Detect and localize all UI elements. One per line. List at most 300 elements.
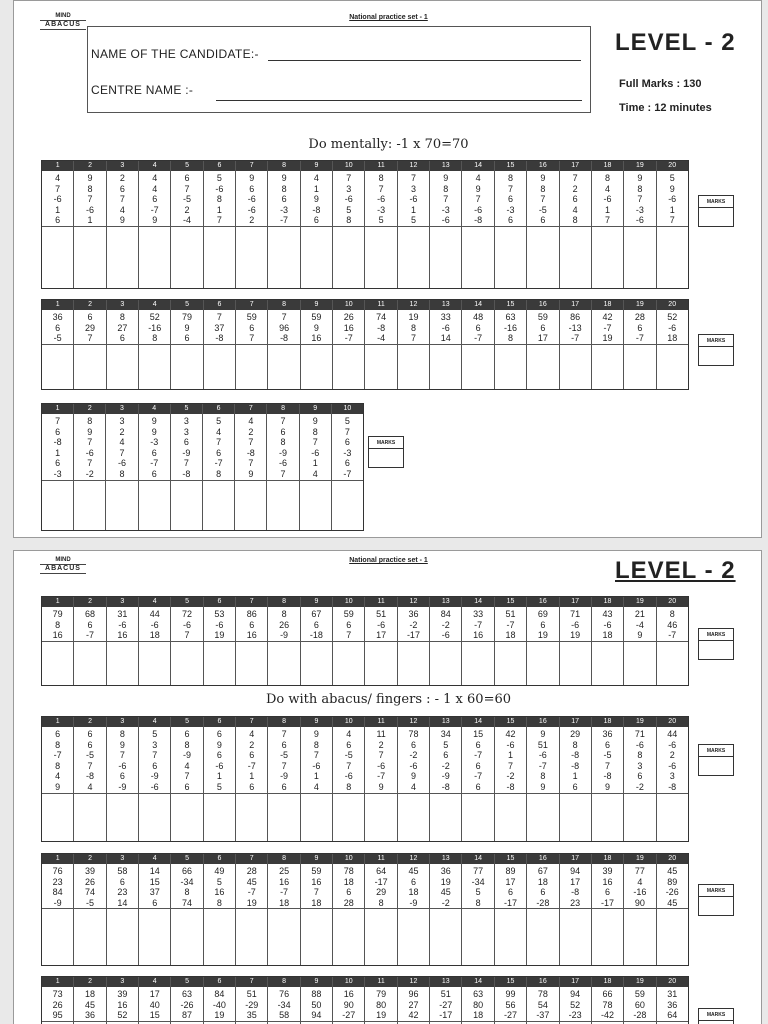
problem-number: 8 — [268, 161, 299, 171]
answer-box[interactable] — [301, 794, 332, 841]
problem-number: 15 — [495, 300, 526, 310]
problem-values — [592, 727, 623, 794]
problem-value: 60 — [634, 999, 645, 1010]
marks-box-5[interactable] — [698, 744, 734, 776]
problem-value: 4 — [55, 173, 61, 183]
problem-column — [42, 854, 74, 965]
problem-values — [495, 607, 526, 642]
problem-value: 6 — [475, 739, 481, 750]
problem-values — [495, 727, 526, 794]
problem-value: 7 — [55, 416, 61, 426]
answer-box[interactable] — [268, 909, 299, 965]
answer-box[interactable] — [74, 227, 105, 288]
problem-value: 6 — [55, 215, 61, 226]
answer-box[interactable] — [267, 481, 298, 530]
problem-values — [592, 607, 623, 642]
problem-values — [139, 414, 170, 481]
answer-box[interactable] — [398, 227, 429, 288]
problem-number: 14 — [462, 300, 493, 310]
problem-value: 58 — [279, 1010, 290, 1021]
problem-column — [657, 717, 688, 841]
answer-box[interactable] — [333, 794, 364, 841]
problem-values — [657, 310, 688, 345]
problem-value: -5 — [344, 750, 353, 761]
problem-number: 10 — [333, 854, 364, 864]
answer-box[interactable] — [592, 227, 623, 288]
answer-box[interactable] — [139, 642, 170, 685]
problem-values — [624, 727, 655, 794]
answer-box[interactable] — [171, 794, 202, 841]
problem-values — [74, 310, 105, 345]
answer-box[interactable] — [624, 642, 655, 685]
problem-value: -8 — [86, 771, 95, 782]
answer-box[interactable] — [139, 794, 170, 841]
problem-column — [560, 977, 592, 1024]
problem-value: 7 — [346, 760, 352, 771]
candidate-name-field[interactable] — [268, 60, 581, 61]
marks-box-2[interactable] — [698, 334, 734, 366]
answer-box[interactable] — [236, 227, 267, 288]
answer-box[interactable] — [171, 345, 202, 389]
answer-box[interactable] — [301, 909, 332, 965]
answer-box[interactable] — [365, 909, 396, 965]
problem-value: -6 — [668, 739, 677, 750]
answer-box[interactable] — [171, 909, 202, 965]
problem-column — [42, 300, 74, 389]
problem-number: 13 — [430, 854, 461, 864]
problem-values — [333, 987, 364, 1022]
answer-box[interactable] — [235, 481, 266, 530]
problem-value: -7 — [86, 630, 95, 641]
problem-values — [139, 987, 170, 1022]
marks-box-7[interactable] — [698, 1008, 734, 1024]
problem-number: 12 — [398, 977, 429, 987]
answer-box[interactable] — [624, 794, 655, 841]
problem-value: 14 — [117, 897, 128, 908]
problem-value: -6 — [377, 619, 386, 630]
answer-box[interactable] — [42, 345, 73, 389]
answer-box[interactable] — [592, 794, 623, 841]
problem-value: 6 — [313, 619, 319, 630]
problem-number: 3 — [107, 717, 138, 727]
problem-values — [624, 310, 655, 345]
answer-box[interactable] — [139, 909, 170, 965]
problem-values — [430, 987, 461, 1022]
answer-box[interactable] — [74, 642, 105, 685]
answer-box[interactable] — [592, 345, 623, 389]
answer-box[interactable] — [462, 794, 493, 841]
answer-box[interactable] — [171, 227, 202, 288]
answer-box[interactable] — [333, 642, 364, 685]
answer-box[interactable] — [204, 345, 235, 389]
answer-box[interactable] — [430, 794, 461, 841]
answer-box[interactable] — [333, 227, 364, 288]
problem-values — [42, 864, 73, 909]
answer-box[interactable] — [657, 345, 688, 389]
problem-values — [462, 310, 493, 345]
problem-column — [107, 977, 139, 1024]
problem-values — [657, 171, 688, 227]
worksheet-page-2 — [13, 550, 762, 1024]
answer-box[interactable] — [560, 642, 591, 685]
answer-box[interactable] — [42, 227, 73, 288]
answer-box[interactable] — [139, 345, 170, 389]
problem-value: 54 — [537, 999, 548, 1010]
problem-block-4 — [41, 596, 689, 686]
problem-value: 1 — [313, 771, 319, 782]
marks-label: MARKS — [699, 629, 733, 641]
problem-column — [560, 854, 592, 965]
problem-value: 7 — [572, 173, 578, 183]
problem-value: 9 — [637, 173, 643, 183]
answer-box[interactable] — [236, 642, 267, 685]
problem-value: -6 — [215, 619, 224, 630]
problem-number: 11 — [365, 597, 396, 607]
problem-value: 8 — [87, 183, 93, 194]
answer-box[interactable] — [106, 481, 137, 530]
answer-box[interactable] — [560, 345, 591, 389]
problem-value: 19 — [408, 312, 419, 322]
problem-value: 4 — [249, 729, 255, 739]
answer-box[interactable] — [592, 642, 623, 685]
problem-value: 5 — [669, 173, 675, 183]
answer-box[interactable] — [204, 227, 235, 288]
problem-column — [139, 161, 171, 288]
problem-value: 26 — [85, 876, 96, 887]
problem-value: -6 — [118, 458, 127, 469]
problem-number: 15 — [495, 161, 526, 171]
problem-column — [236, 161, 268, 288]
problem-value: -7 — [247, 887, 256, 898]
problem-column — [624, 854, 656, 965]
answer-box[interactable] — [430, 642, 461, 685]
problem-value: 26 — [343, 312, 354, 322]
problem-value: 45 — [246, 876, 257, 887]
answer-box[interactable] — [624, 227, 655, 288]
answer-box[interactable] — [398, 642, 429, 685]
answer-box[interactable] — [624, 345, 655, 389]
answer-box[interactable] — [204, 794, 235, 841]
answer-box[interactable] — [430, 227, 461, 288]
answer-box[interactable] — [527, 345, 558, 389]
answer-box[interactable] — [495, 642, 526, 685]
problem-values — [139, 864, 170, 909]
answer-box[interactable] — [495, 794, 526, 841]
problem-column — [74, 404, 106, 530]
answer-box[interactable] — [657, 227, 688, 288]
problem-value: -7 — [247, 760, 256, 771]
problem-value: 16 — [602, 876, 613, 887]
problem-value: 19 — [570, 630, 581, 641]
problem-number: 14 — [462, 717, 493, 727]
answer-box[interactable] — [301, 642, 332, 685]
problem-values — [365, 864, 396, 909]
problem-value: 7 — [87, 437, 93, 448]
answer-box[interactable] — [107, 909, 138, 965]
answer-box[interactable] — [462, 642, 493, 685]
problem-value: 51 — [440, 989, 451, 999]
problem-block-6 — [41, 853, 689, 966]
problem-value: 9 — [443, 173, 449, 183]
problem-column — [398, 977, 430, 1024]
problem-column — [301, 161, 333, 288]
problem-value: 96 — [408, 989, 419, 999]
problem-value: 7 — [669, 215, 675, 226]
problem-value: -3 — [53, 468, 62, 479]
problem-value: -6 — [150, 619, 159, 630]
answer-box[interactable] — [657, 642, 688, 685]
answer-box[interactable] — [203, 481, 234, 530]
answer-box[interactable] — [495, 227, 526, 288]
answer-box[interactable] — [107, 642, 138, 685]
answer-box[interactable] — [560, 909, 591, 965]
problem-column — [527, 300, 559, 389]
answer-box[interactable] — [592, 909, 623, 965]
problem-value: -42 — [601, 1010, 615, 1021]
answer-box[interactable] — [107, 794, 138, 841]
answer-box[interactable] — [332, 481, 363, 530]
problem-value: 6 — [507, 215, 513, 226]
answer-box[interactable] — [365, 642, 396, 685]
answer-box[interactable] — [657, 794, 688, 841]
answer-box[interactable] — [301, 227, 332, 288]
answer-box[interactable] — [527, 227, 558, 288]
problem-value: 9 — [669, 183, 675, 194]
answer-box[interactable] — [398, 794, 429, 841]
problem-values — [398, 987, 429, 1022]
problem-value: -7 — [53, 750, 62, 761]
answer-box[interactable] — [430, 345, 461, 389]
problem-number: 9 — [301, 854, 332, 864]
problem-value: 66 — [182, 866, 193, 876]
problem-value: -5 — [538, 204, 547, 215]
answer-box[interactable] — [527, 909, 558, 965]
answer-box[interactable] — [107, 345, 138, 389]
marks-box-4[interactable] — [698, 628, 734, 660]
problem-block-1 — [41, 160, 689, 289]
problem-value: -2 — [441, 619, 450, 630]
problem-values — [527, 987, 558, 1022]
problem-value: 11 — [376, 729, 386, 739]
problem-value: 5 — [216, 416, 222, 426]
answer-box[interactable] — [527, 794, 558, 841]
answer-box[interactable] — [527, 642, 558, 685]
answer-box[interactable] — [268, 227, 299, 288]
problem-number: 11 — [365, 977, 396, 987]
marks-label: MARKS — [699, 885, 733, 897]
problem-value: -7 — [603, 322, 612, 333]
problem-value: -6 — [344, 771, 353, 782]
problem-value: 51 — [537, 739, 548, 750]
answer-box[interactable] — [495, 345, 526, 389]
problem-value: 18 — [85, 989, 96, 999]
problem-value: 9 — [313, 729, 319, 739]
problem-values — [204, 727, 235, 794]
problem-value: 63 — [473, 989, 484, 999]
problem-column — [333, 854, 365, 965]
answer-box[interactable] — [268, 794, 299, 841]
problem-column — [42, 717, 74, 841]
problem-column — [398, 300, 430, 389]
answer-box[interactable] — [171, 481, 202, 530]
answer-box[interactable] — [365, 345, 396, 389]
answer-box[interactable] — [74, 794, 105, 841]
problem-value: 1 — [312, 458, 318, 469]
problem-value: 7 — [313, 750, 319, 761]
marks-box-3[interactable] — [368, 436, 404, 468]
centre-name-field[interactable] — [216, 100, 582, 101]
problem-values — [42, 310, 73, 345]
problem-value: -34 — [180, 876, 194, 887]
problem-value: 16 — [52, 630, 63, 641]
problem-value: 1 — [55, 447, 61, 458]
answer-box[interactable] — [333, 909, 364, 965]
answer-box[interactable] — [236, 345, 267, 389]
problem-value: 9 — [540, 781, 546, 792]
answer-box[interactable] — [74, 345, 105, 389]
problem-column — [657, 597, 688, 685]
problem-column — [268, 717, 300, 841]
problem-column — [301, 977, 333, 1024]
problem-number: 18 — [592, 161, 623, 171]
answer-box[interactable] — [204, 909, 235, 965]
problem-value: 59 — [634, 989, 645, 999]
problem-value: -6 — [86, 204, 95, 215]
problem-values — [204, 607, 235, 642]
problem-value: 9 — [637, 630, 643, 641]
answer-box[interactable] — [42, 909, 73, 965]
answer-box[interactable] — [365, 794, 396, 841]
problem-column — [236, 597, 268, 685]
problem-number: 12 — [398, 300, 429, 310]
candidate-name-label: NAME OF THE CANDIDATE:- — [91, 47, 259, 61]
problem-values — [462, 607, 493, 642]
problem-column — [171, 597, 203, 685]
problem-value: -37 — [536, 1010, 550, 1021]
problem-number: 1 — [42, 404, 73, 414]
problem-value: 6 — [346, 619, 352, 630]
problem-number: 3 — [107, 854, 138, 864]
problem-value: 73 — [52, 989, 63, 999]
answer-box[interactable] — [204, 642, 235, 685]
problem-column — [430, 300, 462, 389]
answer-box[interactable] — [462, 227, 493, 288]
answer-box[interactable] — [42, 642, 73, 685]
problem-column — [171, 404, 203, 530]
problem-number: 20 — [657, 161, 688, 171]
problem-number: 11 — [365, 300, 396, 310]
answer-box[interactable] — [462, 345, 493, 389]
problem-value: 18 — [279, 897, 290, 908]
problem-value: 8 — [216, 897, 222, 908]
problem-values — [398, 310, 429, 345]
problem-number: 7 — [236, 597, 267, 607]
problem-value: 2 — [184, 204, 190, 215]
problem-block-7 — [41, 976, 689, 1024]
logo-brand-text: ABACUS — [40, 20, 86, 30]
problem-value: -9 — [280, 771, 289, 782]
answer-box[interactable] — [365, 227, 396, 288]
problem-column — [139, 977, 171, 1024]
problem-column — [560, 161, 592, 288]
answer-box[interactable] — [398, 345, 429, 389]
answer-box[interactable] — [462, 909, 493, 965]
answer-box[interactable] — [300, 481, 331, 530]
answer-box[interactable] — [430, 909, 461, 965]
marks-box-6[interactable] — [698, 884, 734, 916]
problem-value: -18 — [309, 630, 323, 641]
answer-box[interactable] — [139, 227, 170, 288]
answer-box[interactable] — [139, 481, 170, 530]
marks-box-1[interactable] — [698, 195, 734, 227]
problem-value: -6 — [247, 204, 256, 215]
problem-value: 34 — [440, 729, 451, 739]
problem-column — [462, 977, 494, 1024]
problem-number: 2 — [74, 161, 105, 171]
problem-value: 16 — [246, 630, 257, 641]
answer-box[interactable] — [107, 227, 138, 288]
answer-box[interactable] — [268, 345, 299, 389]
problem-value: -17 — [601, 897, 615, 908]
answer-box[interactable] — [42, 794, 73, 841]
problem-column — [301, 597, 333, 685]
problem-value: -8 — [441, 781, 450, 792]
problem-value: 8 — [55, 760, 61, 771]
problem-number: 3 — [106, 404, 137, 414]
answer-box[interactable] — [268, 642, 299, 685]
answer-box[interactable] — [74, 481, 105, 530]
problem-value: 59 — [537, 312, 548, 322]
answer-box[interactable] — [560, 794, 591, 841]
answer-box[interactable] — [236, 794, 267, 841]
answer-box[interactable] — [657, 909, 688, 965]
problem-value: 8 — [216, 194, 222, 205]
problem-column — [527, 854, 559, 965]
problem-value: 3 — [346, 183, 352, 194]
problem-value: -9 — [409, 897, 418, 908]
problem-number: 1 — [42, 717, 73, 727]
problem-value: 8 — [605, 173, 611, 183]
problem-column — [333, 977, 365, 1024]
problem-value: -8 — [53, 437, 62, 448]
answer-box[interactable] — [495, 909, 526, 965]
answer-box[interactable] — [42, 481, 73, 530]
problem-column — [495, 854, 527, 965]
answer-box[interactable] — [171, 642, 202, 685]
problem-value: 6 — [55, 458, 61, 469]
problem-number: 1 — [42, 977, 73, 987]
problem-value: 7 — [605, 760, 611, 771]
answer-box[interactable] — [398, 909, 429, 965]
answer-box[interactable] — [333, 345, 364, 389]
problem-value: 86 — [246, 609, 257, 619]
answer-box[interactable] — [74, 909, 105, 965]
problem-value: 23 — [570, 897, 581, 908]
problem-value: 6 — [572, 781, 578, 792]
problem-value: 78 — [602, 999, 613, 1010]
answer-box[interactable] — [624, 909, 655, 965]
answer-box[interactable] — [301, 345, 332, 389]
answer-box[interactable] — [560, 227, 591, 288]
problem-column — [268, 977, 300, 1024]
problem-value: 6 — [151, 468, 157, 479]
centre-name-label: CENTRE NAME :- — [91, 83, 194, 97]
answer-box[interactable] — [236, 909, 267, 965]
problem-value: 42 — [505, 729, 516, 739]
problem-value: 7 — [313, 887, 319, 898]
problem-value: 5 — [216, 781, 222, 792]
problem-value: 5 — [410, 215, 416, 226]
